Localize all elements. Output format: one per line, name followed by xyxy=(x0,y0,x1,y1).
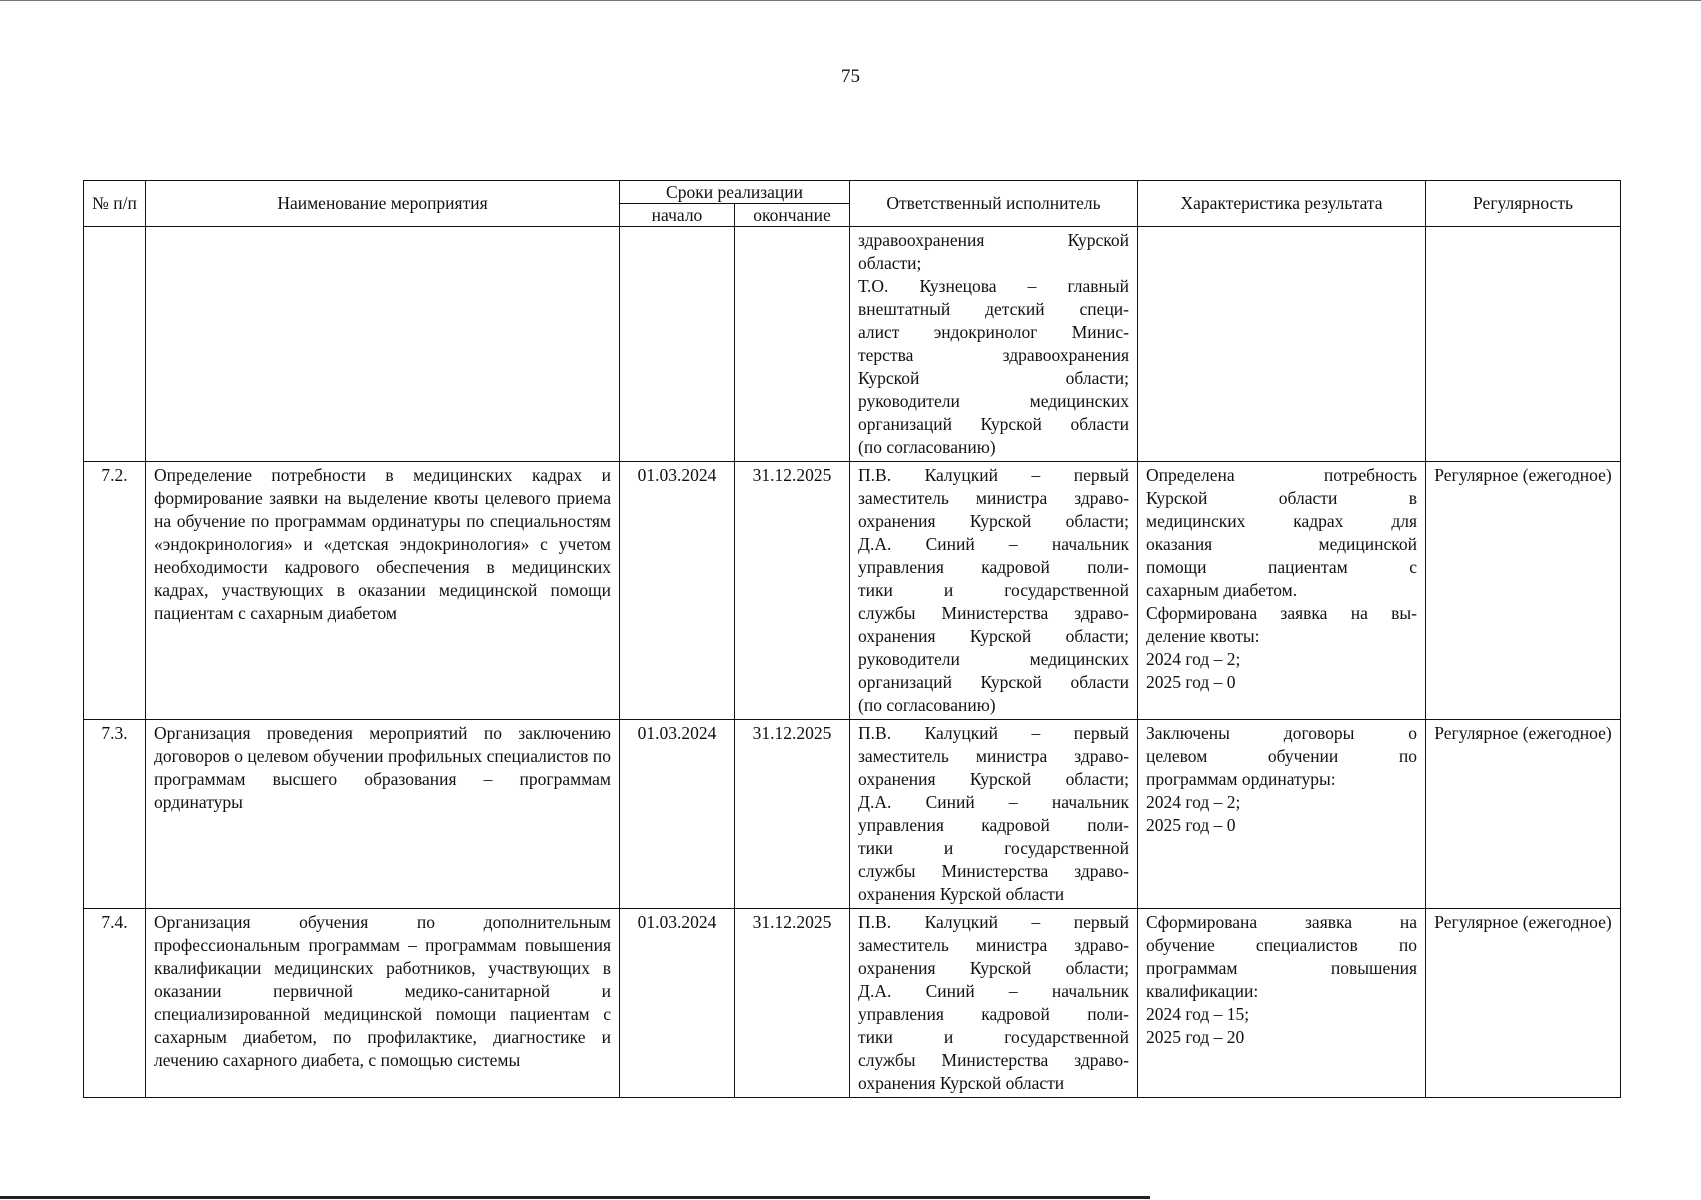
header-regularity: Регулярность xyxy=(1426,181,1621,227)
result-line: Сформирована заявка на вы- xyxy=(1146,603,1418,623)
start-date xyxy=(620,227,735,462)
table-row xyxy=(84,462,1621,720)
regularity-cell xyxy=(1426,227,1621,462)
result-cell xyxy=(1138,720,1426,909)
responsible-line: (по согласованию) xyxy=(858,437,996,457)
responsible-line: руководители медицинских xyxy=(858,391,1130,411)
responsible-line: заместитель министра здраво- xyxy=(858,488,1130,508)
table-body xyxy=(84,227,1621,1098)
result-cell xyxy=(1138,909,1426,1098)
table-row xyxy=(84,227,1621,462)
responsible-line: области; xyxy=(858,253,922,273)
responsible-cell xyxy=(850,909,1138,1098)
responsible-line: охранения Курской области; xyxy=(858,769,1130,789)
result-line: 2025 год – 0 xyxy=(1146,815,1236,835)
responsible-line: терства здравоохранения xyxy=(858,345,1130,365)
result-line: помощи пациентам с xyxy=(1146,557,1418,577)
responsible-cell xyxy=(850,227,1138,462)
result-line: обучение специалистов по xyxy=(1146,935,1418,955)
result-line: медицинских кадрах для xyxy=(1146,511,1418,531)
end-date: 31.12.2025 xyxy=(735,909,850,1098)
responsible-line: заместитель министра здраво- xyxy=(858,746,1130,766)
responsible-line: управления кадровой поли- xyxy=(858,1004,1130,1024)
responsible-line: охранения Курской области xyxy=(858,884,1065,904)
start-date: 01.03.2024 xyxy=(620,720,735,909)
end-date: 31.12.2025 xyxy=(735,720,850,909)
responsible-line: заместитель министра здраво- xyxy=(858,935,1130,955)
result-line: деление квоты: xyxy=(1146,626,1260,646)
table-row xyxy=(84,720,1621,909)
responsible-line: тики и государственной xyxy=(858,580,1130,600)
table-row xyxy=(84,909,1621,1098)
header-period: Сроки реализации xyxy=(620,181,850,204)
result-line: 2025 год – 20 xyxy=(1146,1027,1245,1047)
row-number: 7.3. xyxy=(84,720,146,909)
regularity-cell: Регулярное (ежегодное) xyxy=(1426,909,1621,1098)
responsible-line: Т.О. Кузнецова – главный xyxy=(858,276,1130,296)
responsible-line: здравоохранения Курской xyxy=(858,230,1130,250)
responsible-cell xyxy=(850,720,1138,909)
header-start: начало xyxy=(620,204,735,227)
responsible-line: Д.А. Синий – начальник xyxy=(858,534,1130,554)
responsible-line: внештатный детский специ- xyxy=(858,299,1130,319)
responsible-line: Курской области; xyxy=(858,368,1130,388)
row-number xyxy=(84,227,146,462)
responsible-line: охранения Курской области; xyxy=(858,511,1130,531)
scan-edge-bottom xyxy=(0,1196,1150,1199)
responsible-cell xyxy=(850,462,1138,720)
responsible-line: службы Министерства здраво- xyxy=(858,1050,1130,1070)
result-line: 2024 год – 2; xyxy=(1146,792,1241,812)
activities-table xyxy=(83,180,1621,1098)
result-line: Сформирована заявка на xyxy=(1146,912,1418,932)
result-line: квалификации: xyxy=(1146,981,1259,1001)
responsible-line: охранения Курской области xyxy=(858,1073,1065,1093)
responsible-line: охранения Курской области; xyxy=(858,958,1130,978)
result-line: программам повышения xyxy=(1146,958,1418,978)
header-num: № п/п xyxy=(84,181,146,227)
table-header-row xyxy=(84,181,1621,204)
result-line: 2024 год – 2; xyxy=(1146,649,1241,669)
responsible-line: тики и государственной xyxy=(858,1027,1130,1047)
responsible-line: организаций Курской области xyxy=(858,672,1130,692)
result-line: Заключены договоры о xyxy=(1146,723,1418,743)
row-number: 7.4. xyxy=(84,909,146,1098)
responsible-line: охранения Курской области; xyxy=(858,626,1130,646)
row-number: 7.2. xyxy=(84,462,146,720)
result-line: Курской области в xyxy=(1146,488,1418,508)
activity-name: Организация проведения мероприятий по заключению договоров о целевом обучении профильных специалистов по программам высшего образования – программам ординатуры xyxy=(146,720,620,909)
responsible-line: Д.А. Синий – начальник xyxy=(858,981,1130,1001)
result-cell xyxy=(1138,227,1426,462)
header-end: окончание xyxy=(735,204,850,227)
responsible-line: управления кадровой поли- xyxy=(858,557,1130,577)
scan-edge-top xyxy=(0,0,1701,1)
result-line: Определена потребность xyxy=(1146,465,1418,485)
result-cell xyxy=(1138,462,1426,720)
result-line: 2024 год – 15; xyxy=(1146,1004,1250,1024)
activity-name xyxy=(146,227,620,462)
start-date: 01.03.2024 xyxy=(620,462,735,720)
result-line: 2025 год – 0 xyxy=(1146,672,1236,692)
end-date xyxy=(735,227,850,462)
responsible-line: П.В. Калуцкий – первый xyxy=(858,912,1130,932)
regularity-cell: Регулярное (ежегодное) xyxy=(1426,720,1621,909)
responsible-line: алист эндокринолог Минис- xyxy=(858,322,1130,342)
page-number: 75 xyxy=(841,66,860,87)
header-name: Наименование мероприятия xyxy=(146,181,620,227)
result-line: целевом обучении по xyxy=(1146,746,1418,766)
end-date: 31.12.2025 xyxy=(735,462,850,720)
header-responsible: Ответственный исполнитель xyxy=(850,181,1138,227)
start-date: 01.03.2024 xyxy=(620,909,735,1098)
responsible-line: П.В. Калуцкий – первый xyxy=(858,465,1130,485)
responsible-line: службы Министерства здраво- xyxy=(858,603,1130,623)
responsible-line: управления кадровой поли- xyxy=(858,815,1130,835)
activity-name: Определение потребности в медицинских кадрах и формирование заявки на выделение квоты целевого приема на обучение по программам ординатуры по специальностям «эндокринология» и «детская эндокринология» с учетом необходимости кадрового обеспечения в медицинских кадрах, участвующих в оказании медицинской помощи пациентам с сахарным диабетом xyxy=(146,462,620,720)
result-line: программам ординатуры: xyxy=(1146,769,1336,789)
responsible-line: руководители медицинских xyxy=(858,649,1130,669)
responsible-line: П.В. Калуцкий – первый xyxy=(858,723,1130,743)
responsible-line: службы Министерства здраво- xyxy=(858,861,1130,881)
regularity-cell: Регулярное (ежегодное) xyxy=(1426,462,1621,720)
result-line: оказания медицинской xyxy=(1146,534,1418,554)
responsible-line: (по согласованию) xyxy=(858,695,996,715)
responsible-line: тики и государственной xyxy=(858,838,1130,858)
result-line: сахарным диабетом. xyxy=(1146,580,1298,600)
responsible-line: Д.А. Синий – начальник xyxy=(858,792,1130,812)
header-result: Характеристика результата xyxy=(1138,181,1426,227)
responsible-line: организаций Курской области xyxy=(858,414,1130,434)
activity-name: Организация обучения по дополнительным профессиональным программам – программам повышения квалификации медицинских работников, участвующих в оказании первичной медико-санитарной и специализированной медицинской помощи пациентам с сахарным диабетом, по профилактике, диагностике и лечению сахарного диабета, с помощью системы xyxy=(146,909,620,1098)
